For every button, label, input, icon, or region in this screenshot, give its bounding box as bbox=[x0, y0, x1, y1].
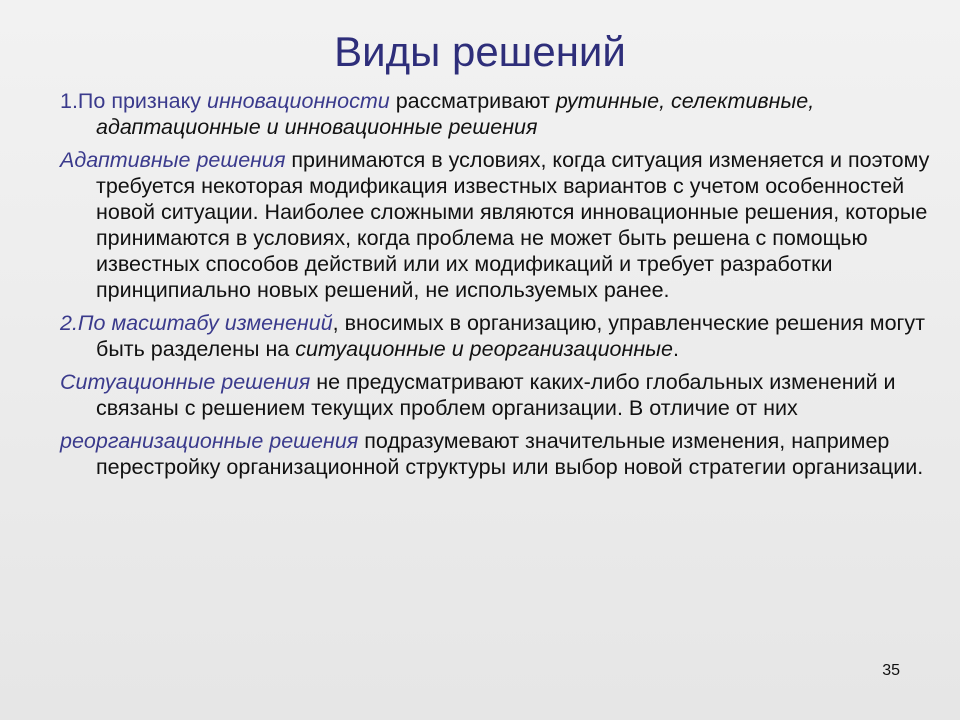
p4-text: не предусматривают каких-либо глобальных изменений и связаны с решением текущих проблем организации. В отличие от них bbox=[96, 370, 896, 420]
page-number: 35 bbox=[882, 662, 900, 679]
paragraph-adaptive-decisions bbox=[60, 147, 930, 303]
p5-text: подразумевают значительные изменения, например перестройку организационной структуры или выбор новой стратегии организации. bbox=[96, 429, 924, 479]
slide-body bbox=[60, 88, 930, 487]
slide-title: Виды решений bbox=[334, 28, 626, 75]
p4-term: Ситуационные решения bbox=[60, 370, 311, 394]
p2-term: Адаптивные решения bbox=[60, 148, 286, 172]
p1-prefix: 1.По признаку bbox=[60, 89, 207, 113]
paragraph-reorganizational-decisions bbox=[60, 428, 930, 480]
p5-term: реорганизационные решения bbox=[60, 429, 359, 453]
p3-text: , вносимых в организацию, управленческие решения могут быть разделены на bbox=[96, 311, 925, 361]
paragraph-situational-decisions bbox=[60, 369, 930, 421]
p1-mid: рассматривают bbox=[389, 89, 556, 113]
p1-types: рутинные, селективные, адаптационные и инновационные решения bbox=[96, 89, 815, 139]
p2-text: принимаются в условиях, когда ситуация изменяется и поэтому требуется некоторая модификация известных вариантов с учетом особенностей новой ситуации. Наиболее сложными являются инновационные решения, которые принимаются в условиях, когда проблема не может быть решена с помощью известных способов действий или их модификаций и требует разработки принципиально новых решений, не используемых ранее. bbox=[96, 148, 930, 302]
p3-term: 2.По масштабу изменений bbox=[60, 311, 333, 335]
paragraph-scale-criterion bbox=[60, 310, 930, 362]
p1-term: инновационности bbox=[206, 89, 390, 113]
paragraph-innovation-criterion bbox=[60, 88, 930, 140]
p3-end: . bbox=[672, 337, 679, 361]
p3-types: ситуационные и реорганизационные bbox=[295, 337, 673, 361]
